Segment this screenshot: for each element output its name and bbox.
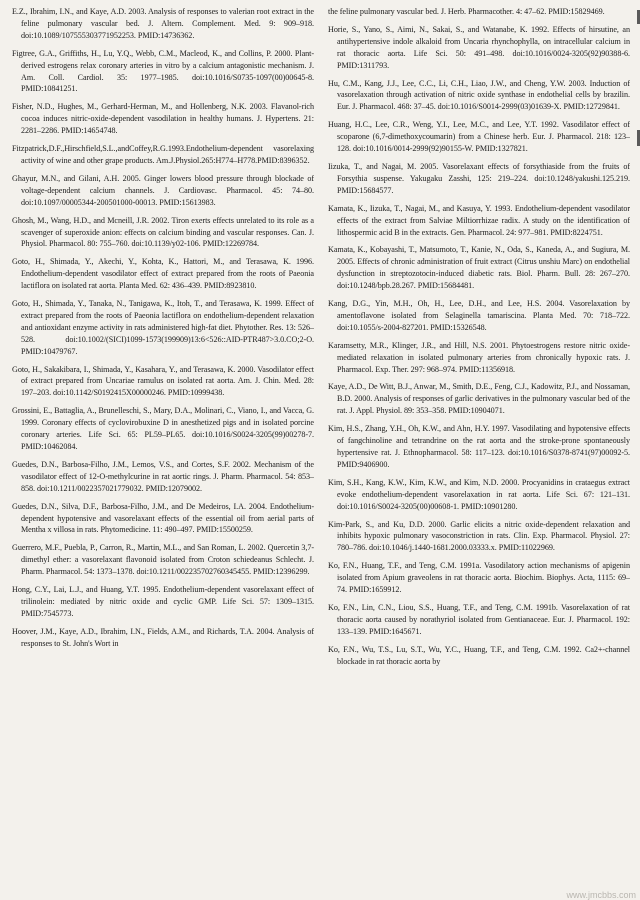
reference-entry: Iizuka, T., and Nagai, M. 2005. Vasorelaxant effects of forsythiaside from the fruits of Forsythia suspense. Yakugaku Zasshi, 125: 219–224. doi:10.1248/yakushi.125.219. PMID:15684577. bbox=[328, 161, 630, 195]
reference-entry: Goto, H., Shimada, Y., Akechi, Y., Kohta, K., Hattori, M., and Terasawa, K. 1996. Endothelium-dependent vasodilator effect of extract prepared from the roots of Paeonia lactiflora on isolated rat aorta. Planta Med. 62: 436–439. PMID:8923810. bbox=[12, 257, 314, 291]
reference-entry: Ko, F.N., Wu, T.S., Lu, S.T., Wu, Y.C., Huang, T.F., and Teng, C.M. 1992. Ca2+-channel blockade in rat thoracic aorta by bbox=[328, 644, 630, 666]
reference-entry: Ko, F.N., Lin, C.N., Liou, S.S., Huang, T.F., and Teng, C.M. 1991b. Vasorelaxation of rat thoracic aorta caused by norathyriol isolated from Gentianaceae. Eur. J. Pharmacol. 192: 133–139. PMID:1645671. bbox=[328, 602, 630, 636]
reference-entry: Fitzpatrick,D.F.,Hirschfield,S.L.,andCoffey,R.G.1993.Endothelium-dependent vasorelaxing activity of wine and other grape products. Am.J.Physiol.265:H774–H778.PMID:8396352. bbox=[12, 144, 314, 165]
reference-entry: Hoover, J.M., Kaye, A.D., Ibrahim, I.N., Fields, A.M., and Richards, T.A. 2004. Analysis of responses to St. John's Wort in bbox=[12, 626, 314, 648]
reference-entry: Horie, S., Yano, S., Aimi, N., Sakai, S., and Watanabe, K. 1992. Effects of hirsutine, an antihypertensive indole alkaloid from Uncaria rhynchophylla, on intracellular calcium in rat thoracic aorta. Life Sci. 50: 491–498. doi:10.1016/0024-3205(92)90388-6. PMID:1311793. bbox=[328, 24, 630, 70]
reference-entry: Goto, H., Sakakibara, I., Shimada, Y., Kasahara, Y., and Terasawa, K. 2000. Vasodilator effect of extract prepared from Uncariae ramulus on isolated rat aorta. Am. J. Chin. Med. 28: 197–203. doi:10.1142/S0192415X00000246. PMID:10999438. bbox=[12, 364, 314, 398]
watermark: www.jmcbbs.com bbox=[566, 890, 636, 900]
reference-entry: Ko, F.N., Huang, T.F., and Teng, C.M. 1991a. Vasodilatory action mechanisms of apigenin isolated from Apium graveolens in rat thoracic aorta. Biochim. Biophys. Acta, 1115: 69–74. PMID:1659912. bbox=[328, 561, 630, 595]
reference-entry: Kamata, K., Kobayashi, T., Matsumoto, T., Kanie, N., Oda, S., Kaneda, A., and Sugiura, M. 2005. Effects of chronic administration of fruit extract (Citrus unshiu Marc) on endothelial dysfunction in streptozotocin-induced diabetic rats. Biol. Pharm. Bull. 28: 267–270. doi:10.1248/bpb.28.267. PMID:15684481. bbox=[328, 245, 630, 291]
reference-entry: Karamsetty, M.R., Klinger, J.R., and Hill, N.S. 2001. Phytoestrogens restore nitric oxide-mediated relaxation in isolated pulmonary arteries from chronically hypoxic rats. J. Pharmacol. Exp. Ther. 297: 968–974. PMID:11356918. bbox=[328, 340, 630, 374]
reference-entry: Huang, H.C., Lee, C.R., Weng, Y.I., Lee, M.C., and Lee, Y.T. 1992. Vasodilator effect of scoparone (6,7-dimethoxycoumarin) from a Chinese herb. Eur. J. Pharmacol. 218: 123–128. doi:10.1016/0014-2999(92)90155-W. PMID:1327821. bbox=[328, 120, 630, 154]
reference-entry: Figtree, G.A., Griffiths, H., Lu, Y.Q., Webb, C.M., Macleod, K., and Collins, P. 2000. Plant-derived estrogens relax coronary arteries in vitro by a calcium antagonistic mechanism. J. Am. Coll. Cardiol. 35: 1977–1985. doi:10.1016/S0735-1097(00)00645-8. PMID:10841251. bbox=[12, 48, 314, 94]
reference-entry: E.Z., Ibrahim, I.N., and Kaye, A.D. 2003. Analysis of responses to valerian root extract in the feline pulmonary vascular bed. J. Altern. Complement. Med. 9: 909–918. doi:10.1089/107555303771952253. PMID:14736362. bbox=[12, 7, 314, 40]
reference-entry: Grossini, E., Battaglia, A., Brunelleschi, S., Mary, D.A., Molinari, C., Viano, I., and Vacca, G. 1999. Coronary effects of cyclovirobuxine D in anesthetized pigs and in isolated porcine coronary arteries. Life Sci. 65: PL59–PL65. doi:10.1016/S0024-3205(99)00278-7. PMID:10462084. bbox=[12, 406, 314, 451]
right-column bbox=[328, 6, 630, 900]
reference-entry: Kamata, K., Iizuka, T., Nagai, M., and Kasuya, Y. 1993. Endothelium-dependent vasodilator effects of the extract from Salviae Miltiorrhizae radix. A study on the identification of lithospermic acid B in the extracts. Gen. Pharmacol. 24: 977–981. PMID:8224751. bbox=[328, 203, 630, 237]
reference-columns bbox=[12, 6, 630, 900]
reference-entry: Guedes, D.N., Silva, D.F., Barbosa-Filho, J.M., and De Medeiros, I.A. 2004. Endothelium-dependent hypotensive and vasorelaxant effects of the essential oil from aerial parts of Mentha x villosa in rats. Phytomedicine. 11: 490–497. PMID:15500259. bbox=[12, 501, 314, 535]
reference-entry: Kim, S.H., Kang, K.W., Kim, K.W., and Kim, N.D. 2000. Procyanidins in crataegus extract evoke endothelium-dependent vasorelaxation in rat aorta. Life Sci. 67: 121–131. doi:10.1016/S0024-3205(00)00608-1. PMID:10901280. bbox=[328, 477, 630, 511]
reference-entry: Hu, C.M., Kang, J.J., Lee, C.C., Li, C.H., Liao, J.W., and Cheng, Y.W. 2003. Induction of vasorelaxation through activation of nitric oxide synthase in endothelial cells by brazilin. Eur. J. Pharmacol. 468: 37–45. doi:10.1016/S0014-2999(03)01639-X. PMID:12729841. bbox=[328, 78, 630, 112]
left-column bbox=[12, 6, 314, 900]
reference-entry: Ghayur, M.N., and Gilani, A.H. 2005. Ginger lowers blood pressure through blockade of voltage-dependent calcium channels. J. Cardiovasc. Pharmacol. 45: 74–80. doi:10.1097/00005344-200501000-00013. PMID:15613983. bbox=[12, 173, 314, 207]
reference-entry: Fisher, N.D., Hughes, M., Gerhard-Herman, M., and Hollenberg, N.K. 2003. Flavanol-rich cocoa induces nitric-oxide-dependent vasodilation in healthy humans. J. Hypertens. 21: 2281–2286. PMID:14654748. bbox=[12, 102, 314, 136]
reference-entry: Guerrero, M.F., Puebla, P., Carron, R., Martin, M.L., and San Roman, L. 2002. Quercetin 3,7-dimethyl ether: a vasorelaxant flavonoid isolated from Croton schiedeanus Schlecht. J. Pharm. Pharmacol. 54: 1373–1378. doi:10.1211/002235702760345455. PMID:12396299. bbox=[12, 543, 314, 577]
reference-entry: Kim-Park, S., and Ku, D.D. 2000. Garlic elicits a nitric oxide-dependent relaxation and inhibits hypoxic pulmonary vasoconstriction in rats. Clin. Exp. Pharmacol. Physiol. 27: 780–786. doi:10.1046/j.1440-1681.2000.03333.x. PMID:11022969. bbox=[328, 519, 630, 553]
reference-entry: Guedes, D.N., Barbosa-Filho, J.M., Lemos, V.S., and Cortes, S.F. 2002. Mechanism of the vasodilator effect of 12-O-methylcurine in rat aortic rings. J. Pharm. Pharmacol. 54: 853–858. doi:10.1211/0022357021779032. PMID:12079002. bbox=[12, 459, 314, 493]
reference-entry: Ghosh, M., Wang, H.D., and Mcneill, J.R. 2002. Tiron exerts effects unrelated to its role as a scavenger of superoxide anion: effects on calcium binding and vascular responses. Can. J. Physiol. Pharmacol. 80: 755–760. doi:10.1139/y02-106. PMID:12269784. bbox=[12, 215, 314, 249]
reference-entry: Kang, D.G., Yin, M.H., Oh, H., Lee, D.H., and Lee, H.S. 2004. Vasorelaxation by amentoflavone isolated from Selaginella tamariscina. Planta Med. 70: 718–722. doi:10.1055/s-2004-827201. PMID:15326548. bbox=[328, 299, 630, 332]
reference-entry: Kaye, A.D., De Witt, B.J., Anwar, M., Smith, D.E., Feng, C.J., Kadowitz, P.J., and Nossaman, B.D. 2000. Analysis of responses of garlic derivatives in the pulmonary vascular bed of the rat. J. Appl. Physiol. 89: 353–358. PMID:10904071. bbox=[328, 382, 630, 416]
reference-entry: Kim, H.S., Zhang, Y.H., Oh, K.W., and Ahn, H.Y. 1997. Vasodilating and hypotensive effects of fangchinoline and tetrandrine on the rat aorta and the stroke-prone spontaneously hypertensive rat. J. Ethnopharmacol. 58: 117–123. doi:10.1016/S0378-8741(97)00092-5. PMID:9406900. bbox=[328, 424, 630, 469]
reference-entry: Hong, C.Y., Lai, L.J., and Huang, Y.T. 1995. Endothelium-dependent vasorelaxant effect of trilinolein: mediated by nitric oxide and cyclic GMP. Life Sci. 57: 1309–1315. PMID:7545773. bbox=[12, 585, 314, 618]
reference-entry: Goto, H., Shimada, Y., Tanaka, N., Tanigawa, K., Itoh, T., and Terasawa, K. 1999. Effect of extract prepared from the roots of Paeonia lactiflora on endothelium-dependent relaxation and antioxidant enzyme activity in rats administered high-fat diet. Phytother. Res. 13: 526–528. doi:10.1002/(SICI)1099-1573(199909)13:6<526::AID-PTR487>3.0.CO;2-O. PMID:10479767. bbox=[12, 299, 314, 356]
reference-entry: the feline pulmonary vascular bed. J. Herb. Pharmacother. 4: 47–62. PMID:15829469. bbox=[328, 7, 605, 16]
